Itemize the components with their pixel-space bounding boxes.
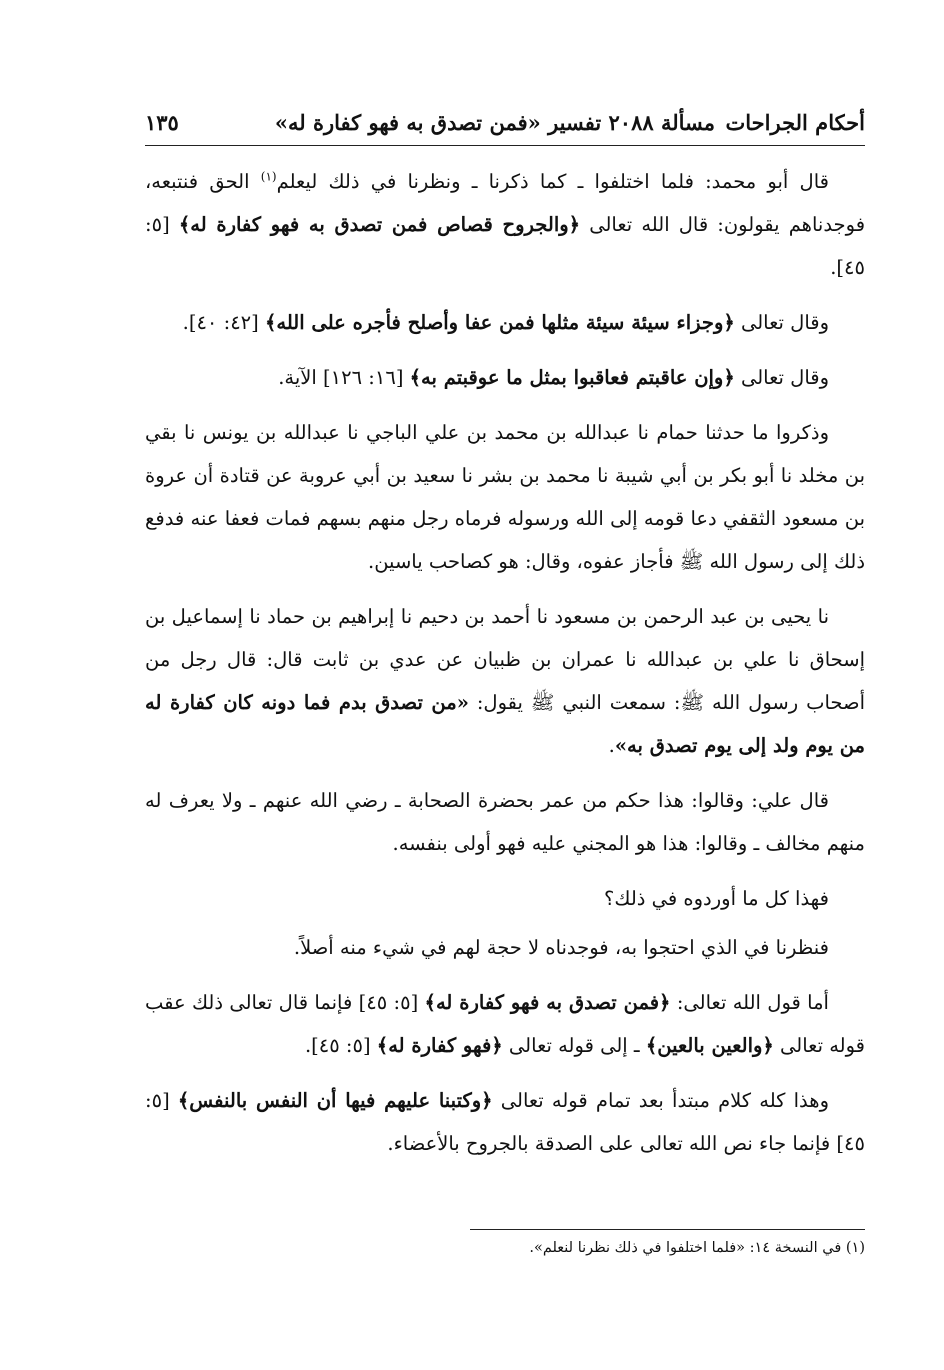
text-segment: وهذا كله كلام مبتدأ بعد تمام قوله تعالى [492, 1089, 829, 1112]
header-rule [145, 145, 865, 146]
text-segment: [٥: ٤٥]. [304, 1034, 377, 1057]
paragraph [145, 301, 865, 344]
quote-text: ﴿وجزاء سيئة سيئة مثلها فمن عفا وأصلح فأجره على الله﴾ [264, 311, 735, 334]
paragraph [145, 1079, 865, 1165]
text-segment: وقال تعالى [734, 366, 829, 389]
paragraph [145, 981, 865, 1067]
paragraph [145, 877, 865, 920]
paragraph [145, 779, 865, 865]
footnote: (١) في النسخة ١٤: «فلما اختلفوا في ذلك نظرنا لنعلم». [529, 1240, 865, 1256]
quote-text: ﴿فمن تصدق به فهو كفارة له﴾ [424, 991, 671, 1014]
quote-text: ﴿والجروح قصاص فمن تصدق به فهو كفارة له﴾ [178, 213, 581, 236]
quote-text: «من تصدق بدم فما دونه كان كفارة له من يوم ولد إلى يوم تصدق به» [145, 691, 865, 757]
quote-text: ﴿والعين بالعين﴾ [645, 1034, 774, 1057]
section-title: مسألة ٢٠٨٨ تفسير «فمن تصدق به فهو كفارة له» [274, 110, 715, 135]
paragraph [145, 926, 865, 969]
footnote-rule [470, 1229, 865, 1230]
text-segment: فهذا كل ما أوردوه في ذلك؟ [604, 887, 829, 910]
text-segment: [٤٢: ٤٠]. [182, 311, 265, 334]
paragraph [145, 411, 865, 583]
text-segment: ـ إلى قوله تعالى [502, 1034, 646, 1057]
running-title: أحكام الجراحات [725, 110, 865, 135]
page-header [145, 104, 865, 144]
text-segment: قال أبو محمد: فلما اختلفوا ـ كما ذكرنا ـ ونظرنا في ذلك ليعلم [276, 170, 829, 193]
text-segment: نا يحيى بن عبد الرحمن بن مسعود نا أحمد بن دحيم نا إبراهيم بن حماد نا إسماعيل بن إسحاق نا علي بن عبدالله نا عمران بن ظبيان عن عدي بن ثابت قال: قال رجل من أصحاب رسول الله ﷺ: سمعت النبي ﷺ يقول: [145, 605, 865, 714]
text-segment: [٥: ٤٥]. [145, 213, 865, 279]
paragraph [145, 595, 865, 767]
text-segment: قال علي: وقالوا: هذا حكم من عمر بحضرة الصحابة ـ رضي الله عنهم ـ ولا يعرف له منهم مخالف ـ وقالوا: هذا هو المجني عليه فهو أولى بنفسه. [145, 789, 865, 855]
paragraph [145, 160, 865, 289]
text-segment: أما قول الله تعالى: [670, 991, 829, 1014]
text-segment: [٥: ٤٥] فإنما جاء نص الله تعالى على الصدقة بالجروح بالأعضاء. [145, 1089, 865, 1155]
text-segment: وقال تعالى [734, 311, 829, 334]
text-segment: الحق فنتبعه، فوجدناهم يقولون: قال الله تعالى [145, 170, 866, 236]
text-segment: فنظرنا في الذي احتجوا به، فوجدناه لا حجة لهم في شيء منه أصلاً. [293, 936, 829, 959]
page-number: ١٣٥ [145, 110, 179, 135]
text-segment: . [608, 734, 615, 757]
footnote-marker: (١) [260, 169, 277, 184]
quote-text: ﴿فهو كفارة له﴾ [376, 1034, 503, 1057]
text-segment: وذكروا ما حدثنا حمام نا عبدالله بن محمد بن علي الباجي نا عبدالله بن يونس نا بقي بن مخلد نا أبو بكر بن أبي شيبة نا محمد بن بشر نا سعيد بن أبي عروبة عن قتادة أن عروة بن مسعود الثقفي دعا قومه إلى الله ورسوله فرماه رجل منهم بسهم فمات فعفا عنه فدفع ذلك إلى رسول الله ﷺ فأجاز عفوه، وقال: هو كصاحب ياسين. [145, 421, 865, 573]
quote-text: ﴿وكتبنا عليهم فيها أن النفس بالنفس﴾ [177, 1089, 493, 1112]
text-segment: [١٦: ١٢٦] الآية. [278, 366, 410, 389]
paragraph [145, 356, 865, 399]
body-text [145, 160, 865, 1177]
text-segment: [٥: ٤٥] فإنما قال تعالى ذلك عقب قوله تعالى [145, 991, 865, 1057]
quote-text: ﴿وإن عاقبتم فعاقبوا بمثل ما عوقبتم به﴾ [409, 366, 735, 389]
